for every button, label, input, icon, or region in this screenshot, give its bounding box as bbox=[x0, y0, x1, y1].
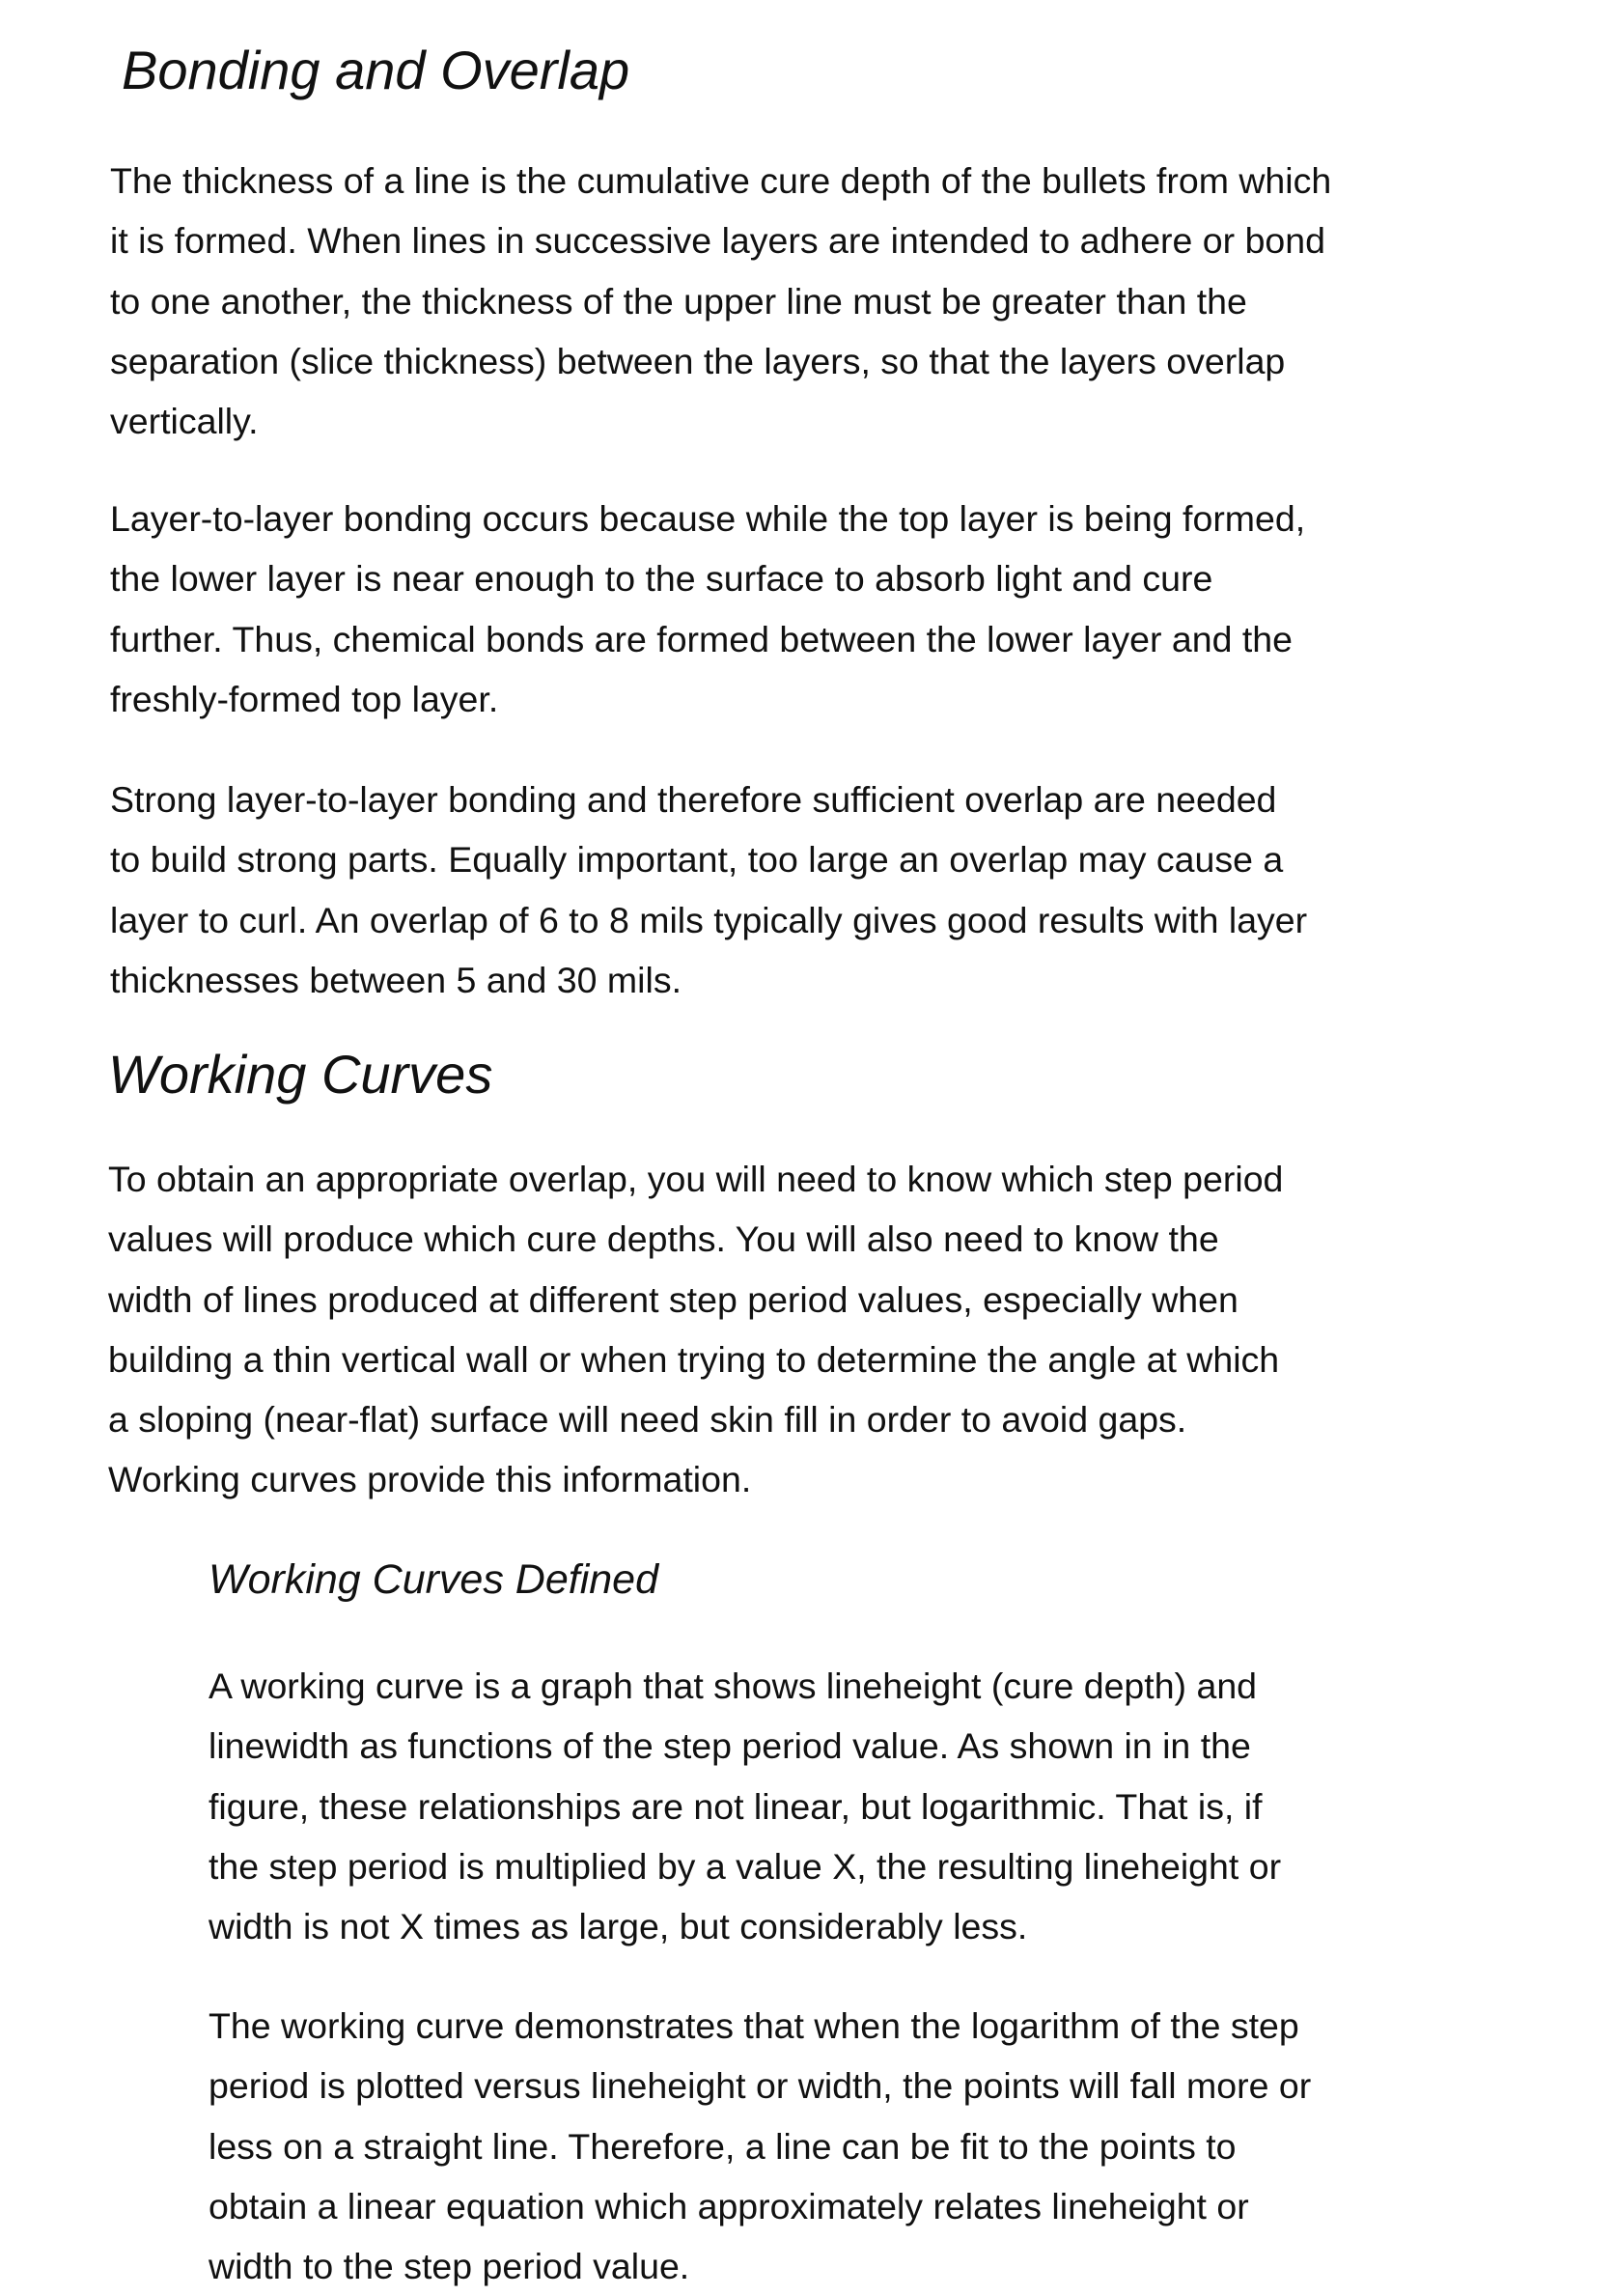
text-line: separation (slice thickness) between the layers, so that the layers overlap bbox=[110, 331, 1331, 391]
text-line: values will produce which cure depths. You will also need to know the bbox=[108, 1209, 1283, 1269]
paragraph-working-curves-intro bbox=[108, 1149, 1283, 1510]
text-line: building a thin vertical wall or when trying to determine the angle at which bbox=[108, 1330, 1283, 1389]
text-line: to build strong parts. Equally important, too large an overlap may cause a bbox=[110, 829, 1307, 889]
text-line: figure, these relationships are not linear, but logarithmic. That is, if bbox=[209, 1777, 1281, 1836]
text-line: The thickness of a line is the cumulative cure depth of the bullets from which bbox=[110, 151, 1331, 210]
text-line: vertically. bbox=[110, 391, 1331, 451]
text-line: a sloping (near-flat) surface will need skin fill in order to avoid gaps. bbox=[108, 1389, 1283, 1449]
text-line: The working curve demonstrates that when the logarithm of the step bbox=[209, 1996, 1311, 2056]
text-line: obtain a linear equation which approximately relates lineheight or bbox=[209, 2176, 1311, 2236]
text-line: the step period is multiplied by a value X, the resulting lineheight or bbox=[209, 1836, 1281, 1896]
text-line: A working curve is a graph that shows lineheight (cure depth) and bbox=[209, 1656, 1281, 1716]
paragraph-working-curve-definition bbox=[209, 1656, 1281, 1956]
text-line: Strong layer-to-layer bonding and therefore sufficient overlap are needed bbox=[110, 770, 1307, 829]
text-line: linewidth as functions of the step period value. As shown in in the bbox=[209, 1716, 1281, 1776]
paragraph-layer-bonding bbox=[110, 489, 1305, 729]
text-line: further. Thus, chemical bonds are formed between the lower layer and the bbox=[110, 609, 1305, 669]
section-heading-working-curves: Working Curves bbox=[108, 1043, 492, 1106]
text-line: to one another, the thickness of the upper line must be greater than the bbox=[110, 271, 1331, 331]
subsection-heading-working-curves-defined: Working Curves Defined bbox=[209, 1556, 658, 1604]
text-line: Working curves provide this information. bbox=[108, 1449, 1283, 1509]
paragraph-overlap-guidance bbox=[110, 770, 1307, 1010]
text-line: width is not X times as large, but considerably less. bbox=[209, 1896, 1281, 1956]
text-line: period is plotted versus lineheight or width, the points will fall more or bbox=[209, 2056, 1311, 2115]
paragraph-line-thickness bbox=[110, 151, 1331, 451]
text-line: thicknesses between 5 and 30 mils. bbox=[110, 950, 1307, 1010]
section-heading-bonding-and-overlap: Bonding and Overlap bbox=[122, 39, 629, 101]
text-line: freshly-formed top layer. bbox=[110, 669, 1305, 729]
paragraph-logarithmic-fit bbox=[209, 1996, 1311, 2296]
text-line: To obtain an appropriate overlap, you will need to know which step period bbox=[108, 1149, 1283, 1209]
text-line: width to the step period value. bbox=[209, 2236, 1311, 2296]
text-line: less on a straight line. Therefore, a line can be fit to the points to bbox=[209, 2116, 1311, 2176]
text-line: width of lines produced at different step period values, especially when bbox=[108, 1270, 1283, 1330]
text-line: Layer-to-layer bonding occurs because while the top layer is being formed, bbox=[110, 489, 1305, 548]
text-line: layer to curl. An overlap of 6 to 8 mils typically gives good results with layer bbox=[110, 890, 1307, 950]
text-line: the lower layer is near enough to the surface to absorb light and cure bbox=[110, 548, 1305, 608]
text-line: it is formed. When lines in successive layers are intended to adhere or bond bbox=[110, 210, 1331, 270]
